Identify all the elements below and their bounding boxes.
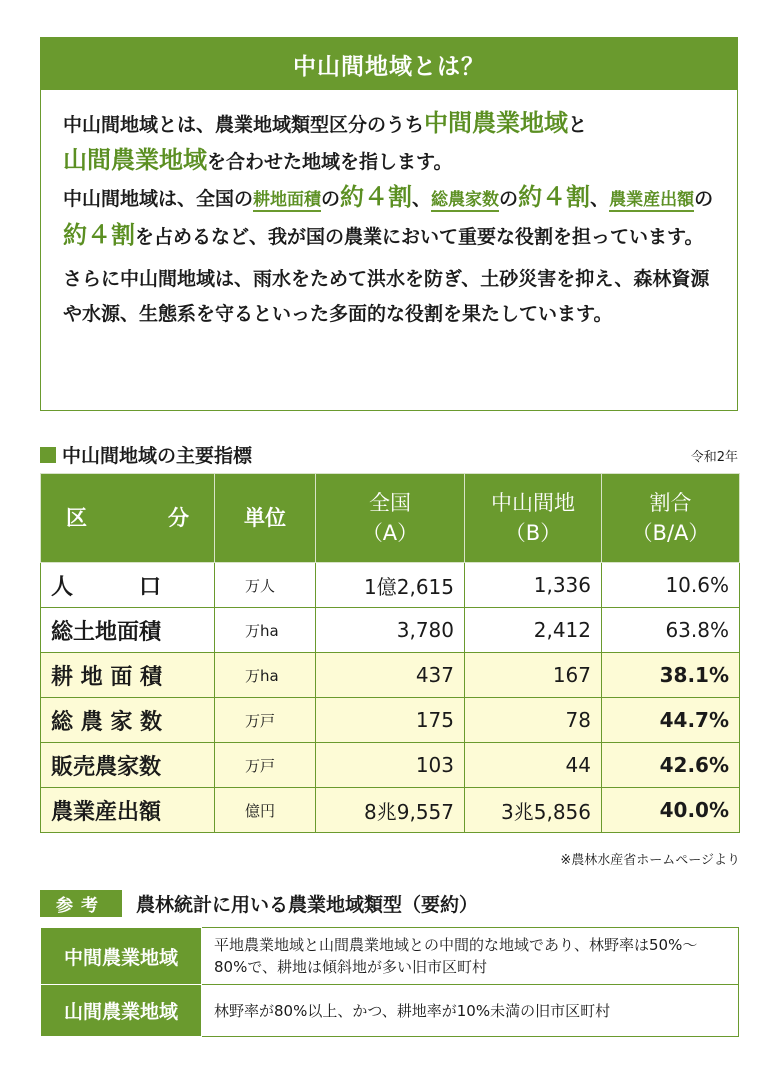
reference-row: 中間農業地域 平地農業地域と山間農業地域との中間的な地域であり、林野率は50%〜80%で、耕地は傾斜地が多い旧市区町村 (41, 928, 739, 985)
table-header-row (41, 474, 740, 563)
intro-body (41, 90, 737, 332)
header-unit: 単位 (215, 474, 316, 563)
keyword-farm-households: 総農家数 (431, 190, 500, 210)
intro-title: 中山間地域とは？ (41, 38, 737, 90)
indicators-title: 中山間地域の主要指標 (40, 441, 252, 468)
reference-row: 山間農業地域 林野率が80%以上、かつ、耕地率が10%未満の旧市区町村 (41, 985, 739, 1037)
term-sankan: 山間農業地域 (63, 146, 207, 174)
source-note: ※農林水産省ホームページより (560, 853, 740, 868)
year-label: 令和2年 (690, 450, 738, 465)
intro-paragraph-3: さらに中山間地域は、雨水をためて洪水を防ぎ、土砂災害を抑え、森林資源や水源、生態系を守るといった多面的な役割を果たしています。 (63, 268, 710, 325)
header-mountain: 中山間地 （B） (465, 474, 602, 563)
intro-box (40, 37, 738, 411)
reference-badge: 参考 (40, 890, 122, 917)
header-national: 全国 （A） (316, 474, 465, 563)
reference-table (40, 927, 739, 1037)
indicators-table (40, 473, 740, 833)
keyword-output: 農業産出額 (609, 190, 695, 210)
intro-paragraph-2: 中山間地域は、全国の耕地面積の約４割、総農家数の約４割、農業産出額の約４割を占めるなど、我が国の農業において重要な役割を担っています。 (63, 183, 714, 249)
table-row-highlight: 販売農家数 万戸 103 44 42.6% (41, 743, 740, 788)
intro-paragraph-1: 中山間地域とは、農業地域類型区分のうち中間農業地域と 山間農業地域を合わせた地域を指します。 (63, 109, 588, 174)
reference-title: 参考 農林統計に用いる農業地域類型（要約） (40, 890, 478, 917)
term-chukan: 中間農業地域 (424, 109, 569, 137)
square-bullet-icon (40, 447, 56, 463)
table-row: 総土地面積 万ha 3,780 2,412 63.8% (41, 608, 740, 653)
table-row-highlight: 農業産出額 億円 8兆9,557 3兆5,856 40.0% (41, 788, 740, 833)
table-row-highlight: 総 農 家 数 万戸 175 78 44.7% (41, 698, 740, 743)
table-row-highlight: 耕 地 面 積 万ha 437 167 38.1% (41, 653, 740, 698)
table-row: 人 口 万人 1億2,615 1,336 10.6% (41, 563, 740, 608)
header-ratio: 割合 （B/A） (602, 474, 740, 563)
header-category: 区 分 (41, 474, 215, 563)
keyword-farmland: 耕地面積 (253, 190, 322, 210)
